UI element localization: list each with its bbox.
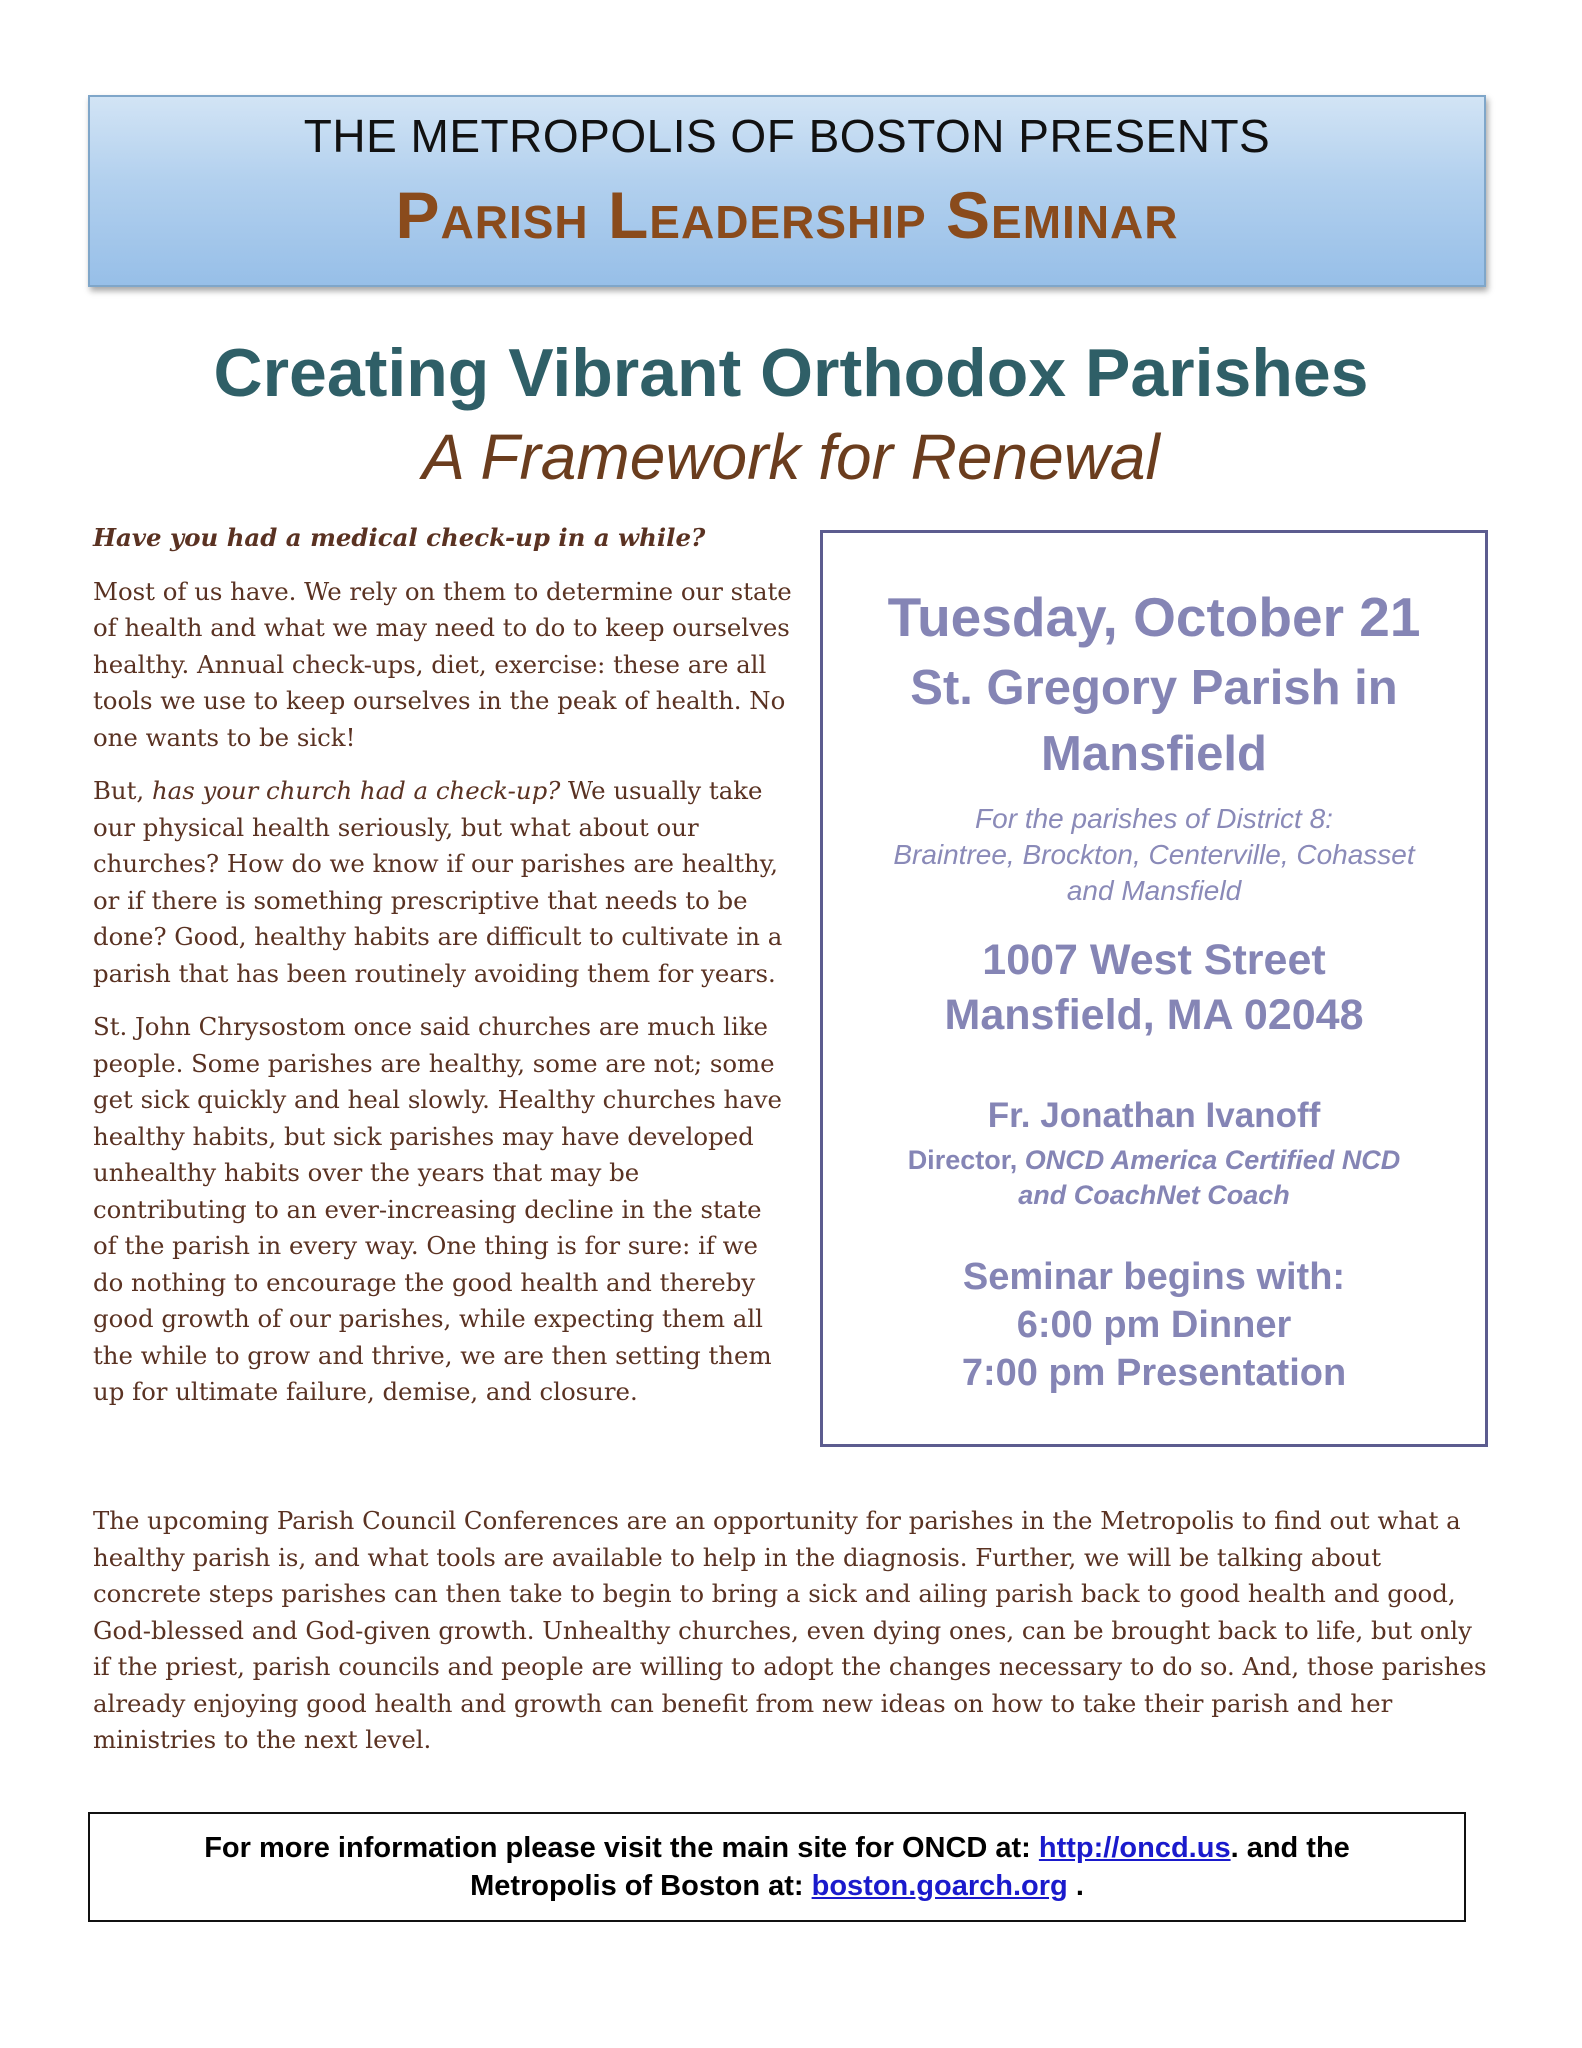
footer-text-oncd: For more information please visit the main site for ONCD at:	[204, 1832, 1039, 1864]
banner-seminar-title: Parish Leadership Seminar	[395, 178, 1179, 252]
address-street: 1007 West Street	[982, 936, 1326, 984]
banner-presenter-line: THE METROPOLIS OF BOSTON PRESENTS	[303, 110, 1271, 162]
paragraph-church-checkup-italic: has your church had a check-up?	[151, 776, 561, 805]
goarch-link[interactable]: boston.goarch.org	[811, 1870, 1068, 1902]
speaker-title-certification: ONCD America Certified NCD	[1024, 1145, 1401, 1175]
footer-text-end: .	[1067, 1870, 1084, 1902]
paragraph-church-checkup-rest: We usually take our physical health seriously, but what about our churches? How do we know if our parishes are healthy, or if there is something prescriptive that needs to be done? Good, healthy habits are difficult to cultivate in a parish that has been routinely avoiding them for years.	[93, 776, 783, 988]
paragraph-church-checkup-start: But,	[93, 776, 152, 805]
paragraph-conferences: The upcoming Parish Council Conferences are an opportunity for parishes in the Metropolis to find out what a healthy parish is, and what tools are available to help in the diagnosis. Further, we will be talking about concrete steps parishes can then take to begin to bring a sick and ailing parish back to good health and good, God-blessed and God-given growth. Unhealthy churches, even dying ones, can be brought back to life, but only if the priest, parish councils and people are willing to adopt the changes necessary to do so. And, those parishes already enjoying good health and growth can benefit from new ideas on how to take their parish and her ministries to the next level.	[93, 1506, 1487, 1754]
schedule-heading: Seminar begins with:	[962, 1256, 1346, 1298]
footer-text-metropolis: Metropolis of Boston at:	[470, 1870, 812, 1902]
paragraph-church-checkup	[93, 773, 793, 992]
address-city: Mansfield, MA 02048	[944, 991, 1364, 1039]
event-venue-line2: Mansfield	[1041, 727, 1267, 781]
event-info-box	[820, 530, 1488, 1447]
footer-info-box	[88, 1812, 1466, 1922]
speaker-title-line2: and CoachNet Coach	[1018, 1180, 1290, 1210]
district-line2: Braintree, Brockton, Centerville, Cohasset	[893, 839, 1415, 870]
event-schedule	[823, 1253, 1485, 1397]
district-line1: For the parishes of District 8:	[975, 803, 1333, 834]
left-column	[93, 520, 793, 1428]
district-line3: and Mansfield	[1066, 875, 1242, 906]
footer-line2	[90, 1867, 1464, 1905]
event-venue-line1: St. Gregory Parish in	[910, 661, 1398, 715]
speaker-title-prefix: Director,	[907, 1145, 1025, 1175]
paragraph-chrysostom: St. John Chrysostom once said churches are much like people. Some parishes are healthy, some are not; some get sick quickly and heal slowly. Healthy churches have healthy habits, but sick parishes may have developed unhealthy habits over the years that may be contributing to an ever-increasing decline in the state of the parish in every way. One thing is for sure: if we do nothing to encourage the good health and thereby good growth of our parishes, while expecting them all the while to grow and thrive, we are then setting them up for ultimate failure, demise, and closure.	[93, 1012, 782, 1406]
footer-text-and: . and the	[1230, 1832, 1350, 1864]
paragraph-checkups: Most of us have. We rely on them to determine our state of health and what we may need to do to keep ourselves healthy. Annual check-ups, diet, exercise: these are all tools we use to keep ourselves in the peak of health. No one wants to be sick!	[93, 576, 792, 752]
footer-line1	[90, 1829, 1464, 1867]
speaker-title-line1	[833, 1143, 1475, 1178]
schedule-dinner: 6:00 pm Dinner	[1016, 1304, 1292, 1346]
sub-title: A Framework for Renewal	[422, 421, 1160, 493]
oncd-link[interactable]: http://oncd.us	[1038, 1832, 1231, 1864]
event-venue	[843, 655, 1465, 787]
district-note	[833, 801, 1475, 909]
speaker-name: Fr. Jonathan Ivanoff	[987, 1096, 1321, 1135]
event-address	[823, 933, 1485, 1043]
main-title: Creating Vibrant Orthodox Parishes	[213, 335, 1369, 411]
speaker-title	[833, 1143, 1475, 1213]
header-banner	[88, 95, 1486, 287]
event-date: Tuesday, October 21	[887, 586, 1421, 648]
intro-question: Have you had a medical check-up in a while?	[93, 523, 706, 552]
schedule-presentation: 7:00 pm Presentation	[961, 1352, 1347, 1394]
